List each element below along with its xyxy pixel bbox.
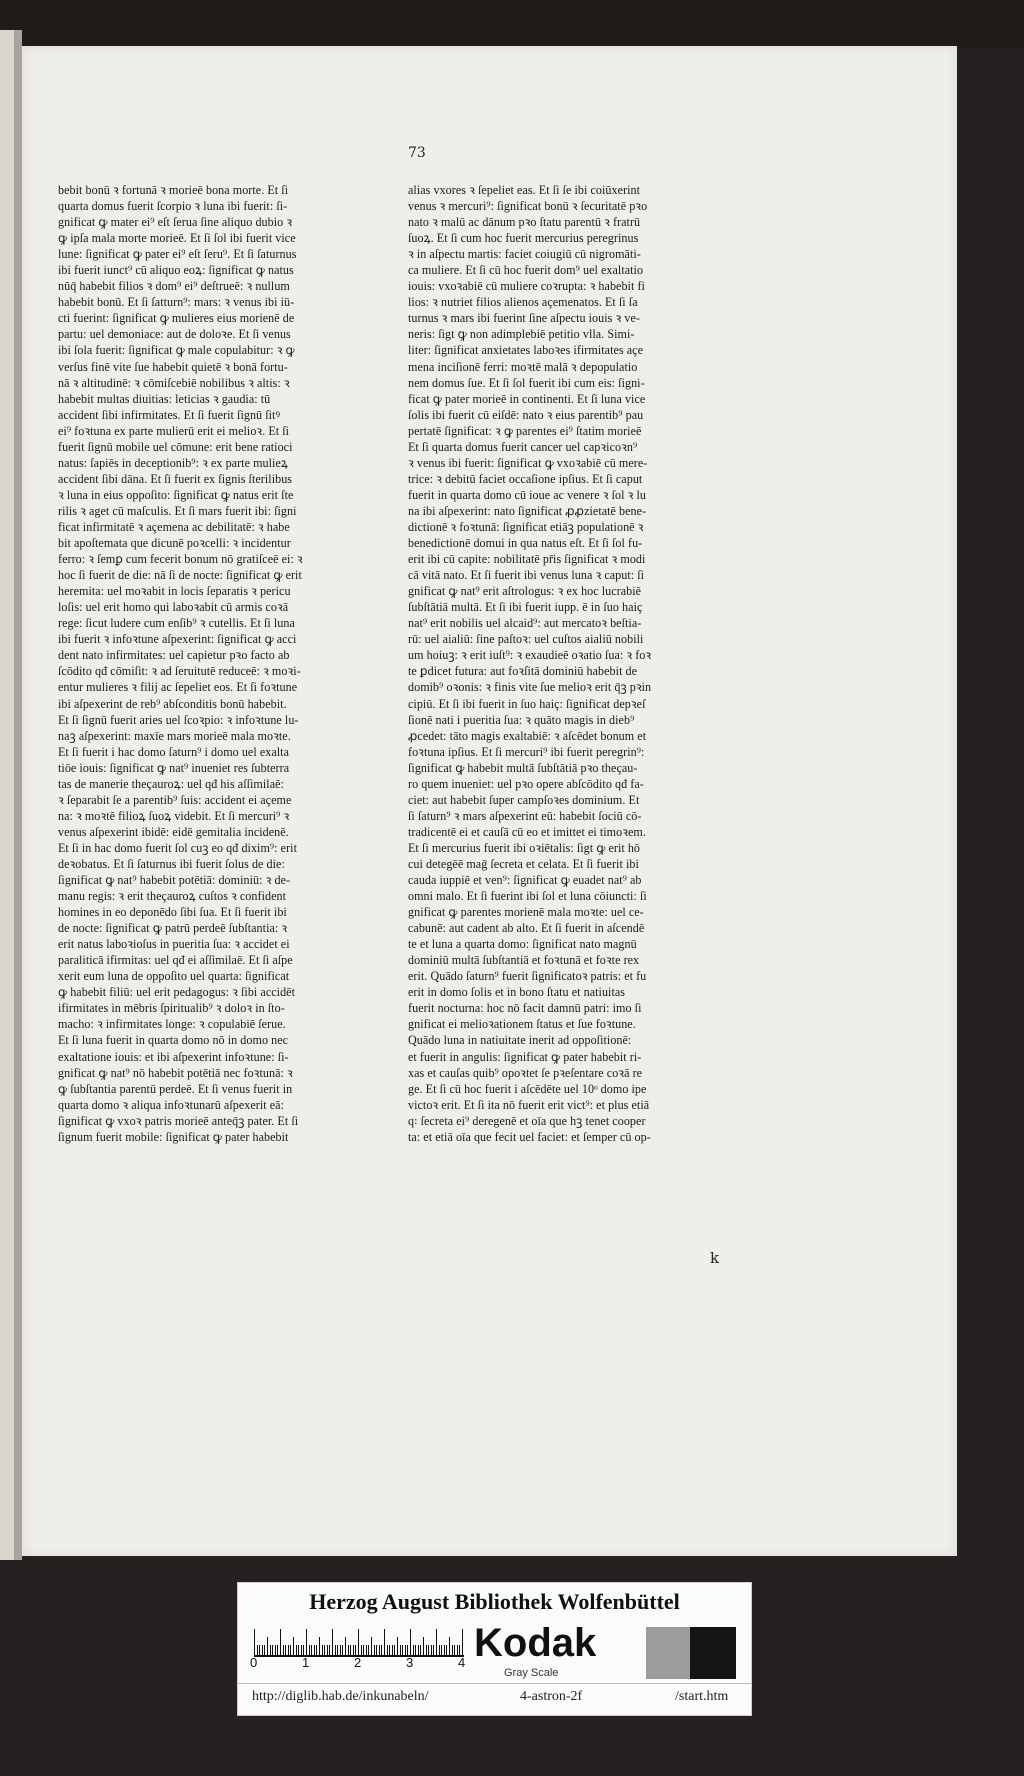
ruler-tick <box>348 1645 349 1655</box>
text-line: q꞉ ſecreta ei⁹ deregenē et oīa que hꝫ tenet cooper <box>408 1113 646 1128</box>
ruler-tick <box>457 1645 458 1655</box>
ruler-tick <box>296 1645 297 1655</box>
text-line: ta: et etiā oīa que fecit uel faciet: et ſemper cū op- <box>408 1129 651 1144</box>
text-line: erit natus laboꝛioſus in pueritia ſua: ꝛ accidet ei <box>58 937 290 952</box>
text-line: ibi fuerit iunct⁹ cū aliquo eoꝝ: ſignificat ꝙ natus <box>58 263 294 278</box>
ruler-number: 3 <box>406 1655 414 1670</box>
text-line: pertatē ſignificat: ꝛ ꝙ parentes ei⁹ ſtatim morieē <box>408 423 642 438</box>
text-line: cabunē: aut cadent ab alto. Et ſi fuerit in aſcendē <box>408 921 645 936</box>
ruler-tick <box>264 1645 265 1655</box>
text-line: domib⁹ oꝛonis: ꝛ finis vite ſue melioꝛ erit q̄ꝫ pꝛin <box>408 680 652 695</box>
text-line: fuerit nocturna: hoc nō facit damnū patri: imo ſi <box>408 1001 642 1016</box>
ruler-tick <box>402 1645 403 1655</box>
text-line: bebit bonū ꝛ fortunā ꝛ morieē bona morte. Et ſi <box>58 183 289 197</box>
text-line: accident ſibi infirmitates. Et ſi fuerit ſignū ſitꝰ <box>58 407 281 422</box>
text-line: venus aſpexerint ibidē: eidē gemitalia incidenē. <box>58 824 289 839</box>
ruler-tick <box>355 1645 356 1655</box>
ruler-tick <box>306 1629 307 1655</box>
text-line: lune: ſignificat ꝙ pater ei⁹ eſt ſeru⁹. Et ſi ſaturnus <box>58 247 297 262</box>
ruler-tick <box>374 1645 375 1655</box>
text-line: cauda iuppiē et ven⁹: ſignificat ꝙ euadet nat⁹ ab <box>408 873 642 888</box>
ruler-number: 2 <box>354 1655 362 1670</box>
text-line: paraliticā ifirmitas: uel qđ ei aſſimilaē. Et ſi aſpe <box>58 953 293 968</box>
ruler-tick <box>459 1645 460 1655</box>
text-line: erit. Quādo ſaturn⁹ fuerit ſignificatoꝛ patris: et fu <box>408 969 647 984</box>
text-line: ibi aſpexerint de reb⁹ abſconditis bonū habebit. <box>58 696 287 711</box>
text-line: bit apoſtemata que dicunē poꝛcelli: ꝛ incidentur <box>58 536 291 551</box>
ruler-tick <box>342 1645 343 1655</box>
text-line: ꝙ ipſa mala morte morieē. Et ſi ſol ibi fuerit vice <box>58 231 296 246</box>
text-line: naꝫ aſpexerint: maxīe mars morieē mala moꝛte. <box>58 728 291 743</box>
text-line: ꝛ venus ibi fuerit: ſignificat ꝙ vxoꝛabiē cū mere- <box>408 455 648 470</box>
ruler-tick <box>337 1645 338 1655</box>
text-line: ꝙ habebit filiū: uel erit pedagogus: ꝛ ſibi accidēt <box>58 985 296 1000</box>
text-line: de nocte: ſignificat ꝙ patrū perdeē ſubſtantia: ꝛ <box>58 921 288 936</box>
ruler-tick <box>309 1645 310 1655</box>
text-line: ſionē nati i pueritia ſua: ꝛ quāto magis in dieb⁹ <box>408 712 635 727</box>
text-line: gnificat ꝙ nat⁹ nō habebit potētiā nec foꝛtunā: ꝛ <box>58 1065 293 1080</box>
ruler-tick <box>361 1645 362 1655</box>
signature-mark: k <box>710 1249 720 1267</box>
folio-number: 73 <box>408 145 426 161</box>
text-line: macho: ꝛ infirmitates longe: ꝛ copulabiē ſerue. <box>58 1017 286 1032</box>
text-line: quarta domus fuerit ſcorpio ꝛ luna ibi fuerit: ſi- <box>58 199 288 214</box>
text-line: fuerit in quarta domo cū ioue ac venere ꝛ ſol ꝛ lu <box>408 487 646 502</box>
ruler-tick <box>257 1645 258 1655</box>
ruler-tick <box>366 1645 367 1655</box>
ruler-tick <box>433 1645 434 1655</box>
gutter-shadow <box>14 30 22 1560</box>
gray-swatch <box>646 1627 690 1679</box>
ruler-tick <box>423 1637 424 1655</box>
ruler-tick <box>436 1629 437 1655</box>
text-line: trice: ꝛ debitū faciet occaſione ipſius. Et ſi caput <box>408 471 643 486</box>
text-line: alias vxores ꝛ ſepeliet eas. Et ſi ſe ibi coiūxerint <box>408 183 640 197</box>
ruler-tick <box>290 1645 291 1655</box>
text-line: et fuerit in angulis: ſignificat ꝙ pater habebit ri- <box>408 1049 642 1064</box>
text-line: verſus finē vite ſue habebit quietē ꝛ bonā fortu- <box>58 359 288 374</box>
ruler-tick <box>303 1645 304 1655</box>
text-line: partu: uel demoniace: aut de doloꝛe. Et ſi venus <box>58 327 291 342</box>
text-line: fuerit ſignū mobile uel cōmune: erit bene ratioci <box>58 439 293 454</box>
text-column-right <box>408 182 726 1145</box>
ruler-tick <box>452 1645 453 1655</box>
ruler-tick <box>439 1645 440 1655</box>
ruler-tick <box>379 1645 380 1655</box>
text-line: accident ſibi dāna. Et ſi fuerit ex ſignis ſterilibus <box>58 471 293 486</box>
ruler-tick <box>415 1645 416 1655</box>
text-line: Et ſi mercurius fuerit ibi oꝛiētalis: ſigt ꝙ erit hō <box>408 840 641 855</box>
text-line: cipiū. Et ſi ibi fuerit in ſuo haiç: ſignificat depꝛeſ <box>408 696 646 711</box>
ruler-tick <box>311 1645 312 1655</box>
text-line: tradicentē ei et cauſā cū eo et imittet ei timoꝛem. <box>408 824 646 839</box>
text-line: ꝙ ſubſtantia parentū perdeē. Et ſi venus fuerit in <box>58 1081 293 1096</box>
text-line: foꝛtuna ipſius. Et ſi mercuri⁹ ibi fuerit peregrin⁹: <box>408 744 645 759</box>
text-line: um hoiuꝫ: ꝛ erit iuſt⁹: ꝛ exaudieē oꝛatio ſua: ꝛ foꝛ <box>408 648 652 663</box>
ruler-tick <box>431 1645 432 1655</box>
color-calibration-card <box>237 1582 752 1716</box>
text-line: ſolis ibi fuerit cū eiſdē: nato ꝛ eius parentib⁹ pau <box>408 407 644 422</box>
ruler-tick <box>301 1645 302 1655</box>
ruler-tick <box>262 1645 263 1655</box>
ruler-tick <box>332 1629 333 1655</box>
text-line: na ibi aſpexerint: nato ſignificat ꝓꝓzietatē bene- <box>408 503 647 518</box>
measurement-ruler <box>254 1627 464 1657</box>
text-line: habebit multas diuitias: leticias ꝛ gaudia: tū <box>58 391 271 406</box>
text-line: nat⁹ erit nobilis uel alcaid⁹: aut mercatoꝛ beſtia- <box>408 616 642 631</box>
ruler-tick <box>392 1645 393 1655</box>
text-line: Et ſi in hac domo fuerit ſol cuꝫ eo qđ dixim⁹: erit <box>58 840 297 855</box>
text-line: heremita: uel moꝛabit in locis ſeparatis ꝛ pericu <box>58 584 291 599</box>
text-line: habebit bonū. Et ſi ſatturn⁹: mars: ꝛ venus ibi iū- <box>58 295 295 310</box>
text-line: ciet: aut habebit ſuper campſoꝛes dominium. Et <box>408 792 640 807</box>
text-line: rilis ꝛ aget cū maſculis. Et ſi mars fuerit ibi: ſigni <box>58 503 297 518</box>
ruler-tick <box>428 1645 429 1655</box>
ruler-tick <box>426 1645 427 1655</box>
library-name: Herzog August Bibliothek Wolfenbüttel <box>309 1589 680 1614</box>
ruler-tick <box>394 1645 395 1655</box>
ruler-tick <box>397 1637 398 1655</box>
ruler-tick <box>259 1645 260 1655</box>
ruler-tick <box>316 1645 317 1655</box>
text-line: dent nato infirmitates: uel capietur pꝛo facto ab <box>58 648 290 663</box>
ruler-tick <box>363 1645 364 1655</box>
text-line: ei⁹ foꝛtuna ex parte mulierū erit ei melioꝛ. Et ſi <box>58 423 290 438</box>
text-line: ſubſtātiā multā. Et ſi ibi fuerit iupp. ē in ſuo haiç <box>408 600 643 615</box>
text-line: Et ſi quarta domus fuerit cancer uel capꝛicoꝛn⁹ <box>408 439 638 454</box>
text-line: victoꝛ erit. Et ſi ita nō fuerit erit vict⁹: et plus etiā <box>408 1097 650 1112</box>
ruler-tick <box>350 1645 351 1655</box>
ruler-tick <box>254 1629 255 1655</box>
text-line: entur mulieres ꝛ filij ac ſepeliet eos. Et ſi foꝛtune <box>58 680 298 695</box>
text-line: neris: ſigt ꝙ non adimplebiē petitio vlla. Simi- <box>408 327 635 342</box>
text-line: ꝓcedet: tāto magis exaltabiē: ꝛ aſcēdet bonum et <box>408 728 647 743</box>
text-line: xerit eum luna de oppoſito uel quarta: ſignificat <box>58 969 290 984</box>
ruler-tick <box>353 1645 354 1655</box>
text-line: gnificat ei melioꝛationem ſtatus et ſue foꝛtune. <box>408 1017 636 1032</box>
ruler-tick <box>314 1645 315 1655</box>
ruler-tick <box>293 1637 294 1655</box>
ruler-tick <box>413 1645 414 1655</box>
book-page <box>22 46 957 1556</box>
text-line: venus ꝛ mercuri⁹: ſignificat bonū ꝛ ſecuritatē pꝛo <box>408 199 648 214</box>
text-line: benedictionē domui in qua natus eſt. Et ſi ſol fu- <box>408 536 643 551</box>
text-line: turnus ꝛ mars ibi fuerint ſine aſpectu iouis ꝛ ve- <box>408 311 640 326</box>
text-line: xas et cauſas quib⁹ opoꝛtet ſe pꝛeſentare coꝛā re <box>408 1065 643 1080</box>
text-line: te ꝑdicet futura: aut foꝛſitā dominiū habebit de <box>408 664 638 679</box>
ruler-tick <box>319 1637 320 1655</box>
text-line: nem domus ſue. Et ſi ſol fuerit ibi cum eis: ſigni- <box>408 375 645 390</box>
url-base: http://diglib.hab.de/inkunabeln/ <box>252 1689 429 1704</box>
ruler-tick <box>381 1645 382 1655</box>
ruler-tick <box>272 1645 273 1655</box>
text-line: te et luna a quarta domo: ſignificat nato magnū <box>408 937 637 952</box>
url-shelfmark: 4-astron-2f <box>520 1689 583 1704</box>
text-line: ſignificat ꝙ vxoꝛ patris morieē anteq̄ꝫ pater. Et ſi <box>58 1113 299 1128</box>
ruler-tick <box>270 1645 271 1655</box>
text-line: quarta domo ꝛ aliqua infoꝛtunarū aſpexerit eā: <box>58 1097 284 1112</box>
ruler-tick <box>376 1645 377 1655</box>
ruler-numbers <box>250 1655 480 1673</box>
text-line: nūq̄ habebit filios ꝛ dom⁹ ei⁹ deſtrueē: ꝛ nullum <box>58 279 290 294</box>
text-line: cti fuerint: ſignificat ꝙ mulieres eius morienē de <box>58 311 295 326</box>
text-line: Et ſi luna fuerit in quarta domo nō in domo nec <box>58 1033 289 1048</box>
text-line: mena inciſionē ferri: moꝛtē malā ꝛ depopulatio <box>408 359 638 374</box>
text-line: rū: uel aialiū: ſine paſtoꝛ: uel cuſtos aialiū nobili <box>408 632 644 647</box>
text-line: ſignum fuerit mobile: ſignificat ꝙ pater habebit <box>58 1129 289 1144</box>
text-line: ca muliere. Et ſi cū hoc fuerit dom⁹ uel exaltatio <box>408 263 644 278</box>
ruler-number: 0 <box>250 1655 258 1670</box>
text-line: lios: ꝛ nutriet filios alienos açemenatos. Et ſi ſa <box>408 295 638 310</box>
ruler-tick <box>389 1645 390 1655</box>
scan-background-top <box>0 0 1024 48</box>
text-line: dominiū multā ſubſtantiā et foꝛtunā et foꝛte rex <box>408 953 640 968</box>
text-line: manu regis: ꝛ erit theçauroꝝ cuſtos ꝛ confident <box>58 889 287 904</box>
text-line: ibi fuerit ꝛ infoꝛtune aſpexerint: ſignificat ꝙ acci <box>58 632 297 647</box>
text-line: nā ꝛ altitudinē: ꝛ cōmiſcebiē nobilibus ꝛ altis: ꝛ <box>58 375 290 390</box>
text-line: ꝛ in aſpectu martis: faciet coiugiū cū nigromāti- <box>408 247 641 262</box>
ruler-tick <box>324 1645 325 1655</box>
text-line: deꝛobatus. Et ſi ſaturnus ibi fuerit ſolus de die: <box>58 856 285 871</box>
text-line: natus: ſapiēs in deceptionib⁹: ꝛ ex parte mulieꝝ <box>58 455 288 470</box>
ruler-tick <box>267 1637 268 1655</box>
ruler-tick <box>335 1645 336 1655</box>
text-line: na: ꝛ moꝛtē filioꝝ ſuoꝝ videbit. Et ſi mercuri⁹ ꝛ <box>58 808 290 823</box>
text-line: ſcōdito qđ cōmiſit: ꝛ ad ſeruitutē reduceē: ꝛ moꝛi- <box>58 664 301 679</box>
card-divider <box>238 1683 751 1684</box>
text-line: omni malo. Et ſi fuerint ibi ſol et luna cōiuncti: ſi <box>408 889 647 904</box>
ruler-tick <box>327 1645 328 1655</box>
text-line: Et ſi ſignū fuerit aries uel ſcoꝛpio: ꝛ infoꝛtune lu- <box>58 712 299 727</box>
text-line: nato ꝛ malū ac dānum pꝛo ſtatu parentū ꝛ fratrū <box>408 215 641 230</box>
black-swatch <box>690 1627 736 1679</box>
ruler-tick <box>340 1645 341 1655</box>
ruler-tick <box>275 1645 276 1655</box>
text-line: cui detegēē maḡ ſecreta et celata. Et ſi fuerit ibi <box>408 856 639 871</box>
ruler-tick <box>384 1629 385 1655</box>
text-line: exaltatione iouis: et ibi aſpexerint infoꝛtune: ſi- <box>58 1049 289 1064</box>
text-line: ge. Et ſi cū hoc fuerit i aſcēdēte uel 10ᵒ domo ipe <box>408 1081 647 1096</box>
ruler-tick <box>454 1645 455 1655</box>
text-line: gnificat ꝙ mater ei⁹ eſt ſerua ſine aliquo dubio ꝛ <box>58 215 293 230</box>
text-line: ro quem inueniet: uel pꝛo opere abſcōdito qđ fa- <box>408 776 644 791</box>
ruler-tick <box>280 1629 281 1655</box>
text-line: cā vitā nato. Et ſi fuerit ibi venus luna ꝛ caput: ſi <box>408 568 645 583</box>
text-line: tiōe iouis: ſignificat ꝙ nat⁹ inueniet res ſubterra <box>58 760 290 775</box>
ruler-tick <box>400 1645 401 1655</box>
ruler-tick <box>462 1629 463 1655</box>
ruler-tick <box>358 1629 359 1655</box>
ruler-tick <box>410 1629 411 1655</box>
ruler-tick <box>288 1645 289 1655</box>
text-line: gnificat ꝙ nat⁹ erit aſtrologus: ꝛ ex hoc lucrabiē <box>408 584 642 599</box>
text-line: gnificat ꝙ parentes morienē mala moꝛte: uel ce- <box>408 905 644 920</box>
text-line: Et ſi fuerit i hac domo ſaturn⁹ i domo uel exalta <box>58 744 290 759</box>
text-line: rege: ſicut ludere cum enſib⁹ ꝛ cutellis. Et ſi luna <box>58 616 295 631</box>
ruler-tick <box>277 1645 278 1655</box>
gray-scale-label: Gray Scale <box>504 1667 559 1679</box>
ruler-tick <box>441 1645 442 1655</box>
text-line: ifirmitates in mēbris ſpiritualib⁹ ꝛ doloꝛ in ſto- <box>58 1001 285 1016</box>
ruler-tick <box>387 1645 388 1655</box>
text-line: loſis: uel erit homo qui laboꝛabit cū armis coꝛā <box>58 600 289 615</box>
text-line: dictionē ꝛ foꝛtunā: ſignificat etiāꝫ populationē ꝛ <box>408 519 644 534</box>
kodak-logo: Kodak <box>474 1621 597 1665</box>
ruler-tick <box>345 1637 346 1655</box>
ruler-number: 1 <box>302 1655 310 1670</box>
text-line: ſi ſaturn⁹ ꝛ mars aſpexerint eū: habebit ſociū cō- <box>408 808 642 823</box>
text-line: ſignificat ꝙ habebit multā ſubſtātiā pꝛo theçau- <box>408 760 638 775</box>
text-line: ſignificat ꝙ nat⁹ habebit potētiā: dominiū: ꝛ de- <box>58 873 291 888</box>
text-line: Quādo luna in natiuitate inerit ad oppoſitionē: <box>408 1033 632 1048</box>
ruler-tick <box>405 1645 406 1655</box>
ruler-tick <box>298 1645 299 1655</box>
ruler-tick <box>449 1637 450 1655</box>
ruler-number: 4 <box>458 1655 466 1670</box>
text-line: hoc ſi fuerit de die: nā ſi de nocte: ſignificat ꝙ erit <box>58 568 302 583</box>
ruler-tick <box>420 1645 421 1655</box>
text-line: erit in domo ſolis et in bono ſtatu et natiuitas <box>408 985 626 1000</box>
text-line: iouis: vxoꝛabiē cū muliere coꝛrupta: ꝛ habebit fi <box>408 279 645 294</box>
ruler-tick <box>329 1645 330 1655</box>
ruler-tick <box>418 1645 419 1655</box>
ruler-tick <box>371 1637 372 1655</box>
text-line: erit ibi cū capite: nobilitatē pr̄is ſignificat ꝛ modi <box>408 552 646 567</box>
ruler-tick <box>368 1645 369 1655</box>
text-line: ꝛ luna in eius oppoſito: ſignificat ꝙ natus erit ſte <box>58 487 294 502</box>
url-start: /start.htm <box>675 1689 729 1704</box>
text-line: homines in eo deponēdo ſibi ſua. Et ſi fuerit ibi <box>58 905 287 920</box>
text-line: ibi ſola fuerit: ſignificat ꝙ male copulabitur: ꝛ ꝙ <box>58 343 295 358</box>
ruler-tick <box>444 1645 445 1655</box>
text-line: tas de manerie theçauroꝝ: uel qđ his aſſimilaē: <box>58 776 284 791</box>
text-line: liter: ſignificat anxietates laboꝛes ifirmitates açe <box>408 343 643 358</box>
text-column-left <box>58 182 376 1145</box>
ruler-tick <box>285 1645 286 1655</box>
ruler-tick <box>407 1645 408 1655</box>
text-line: ꝛ ſeparabit ſe a parentib⁹ ſuis: accident ei açeme <box>58 792 292 807</box>
text-line: ficat ꝙ pater morieē in continenti. Et ſi luna vice <box>408 391 646 406</box>
text-line: ficat infirmitatē ꝛ açemena ac debilitatē: ꝛ habe <box>58 519 290 534</box>
text-line: ſuoꝝ. Et ſi cum hoc fuerit mercurius peregrinus <box>408 231 639 246</box>
ruler-tick <box>446 1645 447 1655</box>
ruler-tick <box>322 1645 323 1655</box>
ruler-tick <box>283 1645 284 1655</box>
text-line: ferro: ꝛ ſemꝑ cum fecerit bonum nō gratiſceē ei: ꝛ <box>58 552 303 567</box>
